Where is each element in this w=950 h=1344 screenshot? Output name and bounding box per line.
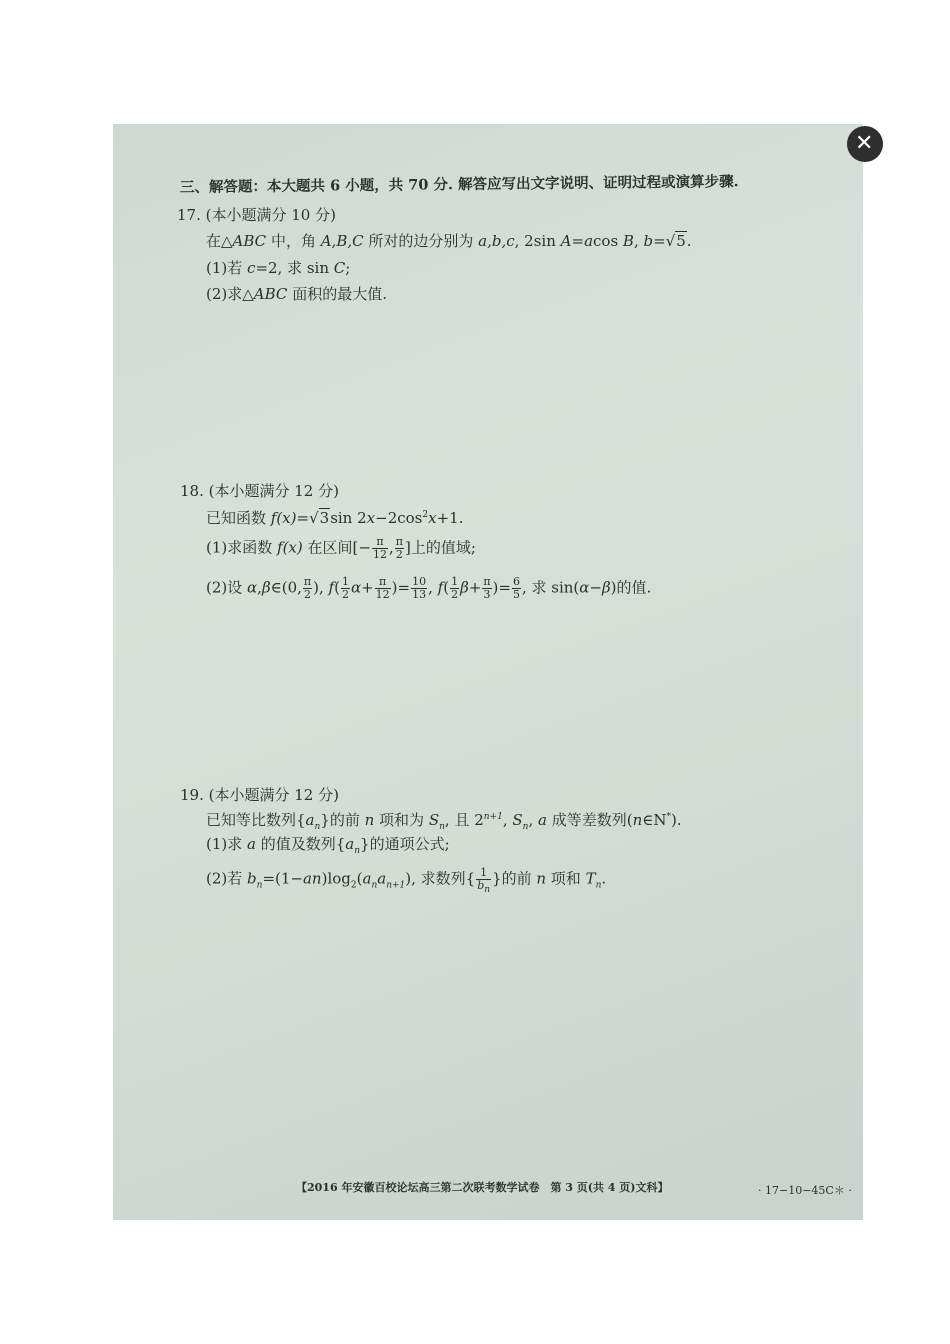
frac-1-bn: $\frac{1}{b_n}$ bbox=[477, 866, 491, 896]
q19-part2: (2)若 $b_n=(1-an)\log_2(a_na_{n+1})$, 求数列{ $\frac{1}{b_n}$ }的前 n 项和 $T_n$. bbox=[206, 866, 607, 896]
footer-code: · 17−10−45C＊ · bbox=[758, 1184, 852, 1197]
frac-6-5: $\frac{6}{5}$ bbox=[512, 575, 520, 601]
q18-part1: (1)求函数 f(x) 在区间[− $\frac{\pi}{12}$ , $\frac{\pi}{2}$ ]上的值域; bbox=[206, 535, 476, 561]
q17-title: 17. (本小题满分 10 分) bbox=[177, 206, 336, 224]
q17-part1: (1)若 c=2, 求 sin C; bbox=[206, 259, 351, 277]
q17-part2: (2)求△ABC 面积的最大值. bbox=[206, 285, 387, 303]
frac-1-2: $\frac{1}{2}$ bbox=[451, 575, 459, 601]
q17-statement: 在△ABC 中，角 A,B,C 所对的边分别为 a,b,c, 2sin A=acos B, b=√5. bbox=[206, 232, 692, 250]
frac-pi-2: $\frac{\pi}{2}$ bbox=[303, 575, 312, 601]
frac-1-2: $\frac{1}{2}$ bbox=[341, 575, 349, 601]
q19-part1: (1)求 a 的值及数列$\{a_n\}$的通项公式; bbox=[206, 835, 450, 856]
frac-pi-2: $\frac{\pi}{2}$ bbox=[395, 535, 403, 561]
document-photo bbox=[113, 124, 863, 1220]
frac-pi-12: $\frac{\pi}{12}$ bbox=[375, 575, 390, 601]
section-header: 三、解答题：本大题共 6 小题，共 70 分. 解答应写出文字说明、证明过程或演算步骤. bbox=[179, 173, 739, 196]
q18-statement: 已知函数 f(x)=√3sin $2x-2\cos^2x+1$. bbox=[206, 509, 464, 527]
frac-10-13: $\frac{10}{13}$ bbox=[412, 575, 427, 601]
q19-title: 19. (本小题满分 12 分) bbox=[180, 786, 339, 804]
footer-text: 【2016 年安徽百校论坛高三第二次联考数学试卷 第 3 页(共 4 页)文科】 bbox=[296, 1181, 669, 1194]
frac-pi-12: $\frac{\pi}{12}$ bbox=[372, 535, 387, 561]
q18-title: 18. (本小题满分 12 分) bbox=[180, 482, 339, 500]
q18-part2: (2)设 α,β∈(0, $\frac{\pi}{2}$ ), f( $\frac{1}{2}$ α+ $\frac{\pi}{12}$ )= $\frac{10}{13}$ , f( $\frac{1}{2}$ β+ $\frac{\pi}{3}$ )= $\frac{6}{5}$ , 求 sin(α−β)的值. bbox=[206, 575, 652, 601]
close-icon[interactable]: ✕ bbox=[847, 126, 883, 162]
frac-pi-3: $\frac{\pi}{3}$ bbox=[483, 575, 491, 601]
q19-statement: 已知等比数列$\{a_n\}$的前 n 项和为 $S_n$, 且 $2^{n+1}$, $S_n$, a 成等差数列(n∈N*). bbox=[206, 811, 682, 832]
